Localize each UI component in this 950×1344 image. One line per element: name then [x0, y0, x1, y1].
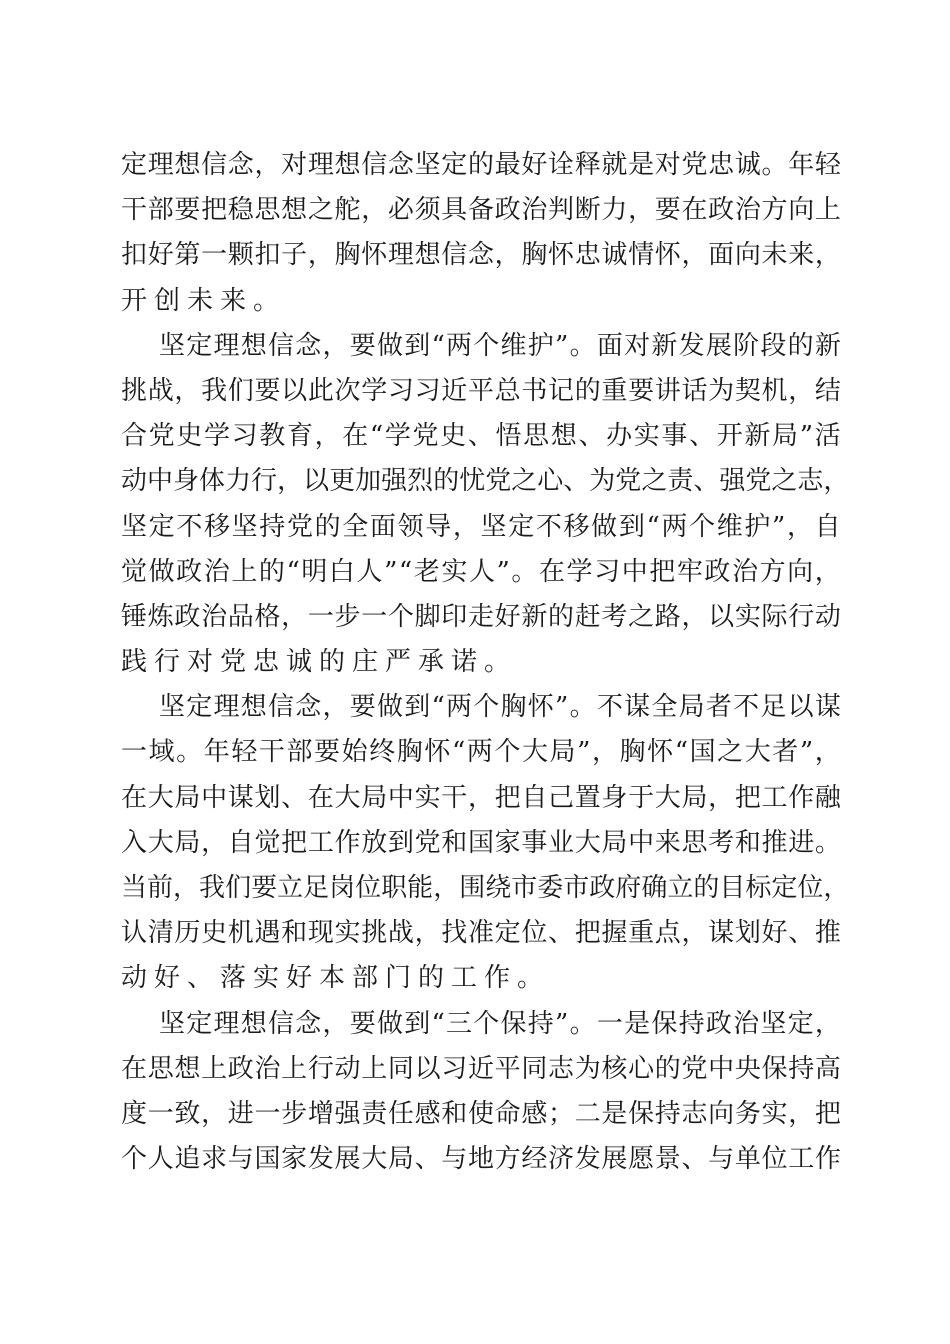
text-line: 干 部 要 把 稳 思 想 之 舵 ， 必 须 具 备 政 治 判 断 力 ， 要 在 政 治 方 向 上: [121, 195, 841, 226]
text-line: 坚 定 不 移 坚 持 党 的 全 面 领 导 ， 坚 定 不 移 做 到 “ 两 个 维 护 ” ， 自: [121, 511, 841, 542]
text-line: 度 一 致 ， 进 一 步 增 强 责 任 感 和 使 命 感 ； 二 是 保 持 志 向 务 实 ， 把: [121, 1098, 841, 1129]
text-line: 开创未来。: [121, 285, 287, 316]
text-line: 坚 定 理 想 信 念 ， 要 做 到 “ 两 个 维 护 ” 。 面 对 新 发 展 阶 段 的 新: [159, 330, 841, 361]
text-line: 坚 定 理 想 信 念 ， 要 做 到 “ 两 个 胸 怀 ” 。 不 谋 全 局 者 不 足 以 谋: [159, 692, 841, 723]
text-line: 在 大 局 中 谋 划 、 在 大 局 中 实 干 ， 把 自 己 置 身 于 大 局 ， 把 工 作 融: [121, 782, 841, 813]
text-line: 践行对党忠诚的庄严承诺。: [121, 647, 518, 678]
text-line: 入 大 局 ， 自 觉 把 工 作 放 到 党 和 国 家 事 业 大 局 中 来 思 考 和 推 进 。: [121, 827, 841, 858]
text-line: 扣 好 第 一 颗 扣 子 ， 胸 怀 理 想 信 念 ， 胸 怀 忠 诚 情 怀 ， 面 向 未 来 ，: [121, 240, 841, 271]
text-line: 个 人 追 求 与 国 家 发 展 大 局 、 与 地 方 经 济 发 展 愿 景 、 与 单 位 工 作: [121, 1144, 841, 1175]
text-line: 一 域 。 年 轻 干 部 要 始 终 胸 怀 “ 两 个 大 局 ” ， 胸 怀 “ 国 之 大 者 ” ，: [121, 737, 841, 768]
text-line: 认 清 历 史 机 遇 和 现 实 挑 战 ， 找 准 定 位 、 把 握 重 点 ， 谋 划 好 、 推: [121, 918, 841, 949]
text-line: 锤 炼 政 治 品 格 ， 一 步 一 个 脚 印 走 好 新 的 赶 考 之 路 ， 以 实 际 行 动: [121, 601, 841, 632]
text-line: 动好、落实好本部门的工作。: [121, 963, 551, 994]
document-body: [121, 143, 850, 1182]
text-line: 合 党 史 学 习 教 育 ， 在 “ 学 党 史 、 悟 思 想 、 办 实 事 、 开 新 局 ” 活: [121, 421, 841, 452]
text-line: 觉 做 政 治 上 的 “ 明 白 人 ” “ 老 实 人 ” 。 在 学 习 中 把 牢 政 治 方 向 ，: [121, 556, 841, 587]
text-line: 当 前 ， 我 们 要 立 足 岗 位 职 能 ， 围 绕 市 委 市 政 府 确 立 的 目 标 定 位 ，: [121, 873, 850, 903]
text-line: 在 思 想 上 政 治 上 行 动 上 同 以 习 近 平 同 志 为 核 心 的 党 中 央 保 持 高: [121, 1053, 841, 1084]
text-line: 坚 定 理 想 信 念 ， 要 做 到 “ 三 个 保 持 ” 。 一 是 保 持 政 治 坚 定 ，: [159, 1008, 841, 1039]
text-line: 动 中 身 体 力 行 ， 以 更 加 强 烈 的 忧 党 之 心 、 为 党 之 责 、 强 党 之 志 ，: [121, 466, 850, 497]
text-line: 挑 战 ， 我 们 要 以 此 次 学 习 习 近 平 总 书 记 的 重 要 讲 话 为 契 机 ， 结: [121, 375, 841, 406]
text-line: 定 理 想 信 念 ， 对 理 想 信 念 坚 定 的 最 好 诠 释 就 是 对 党 忠 诚 。 年 轻: [121, 150, 841, 180]
